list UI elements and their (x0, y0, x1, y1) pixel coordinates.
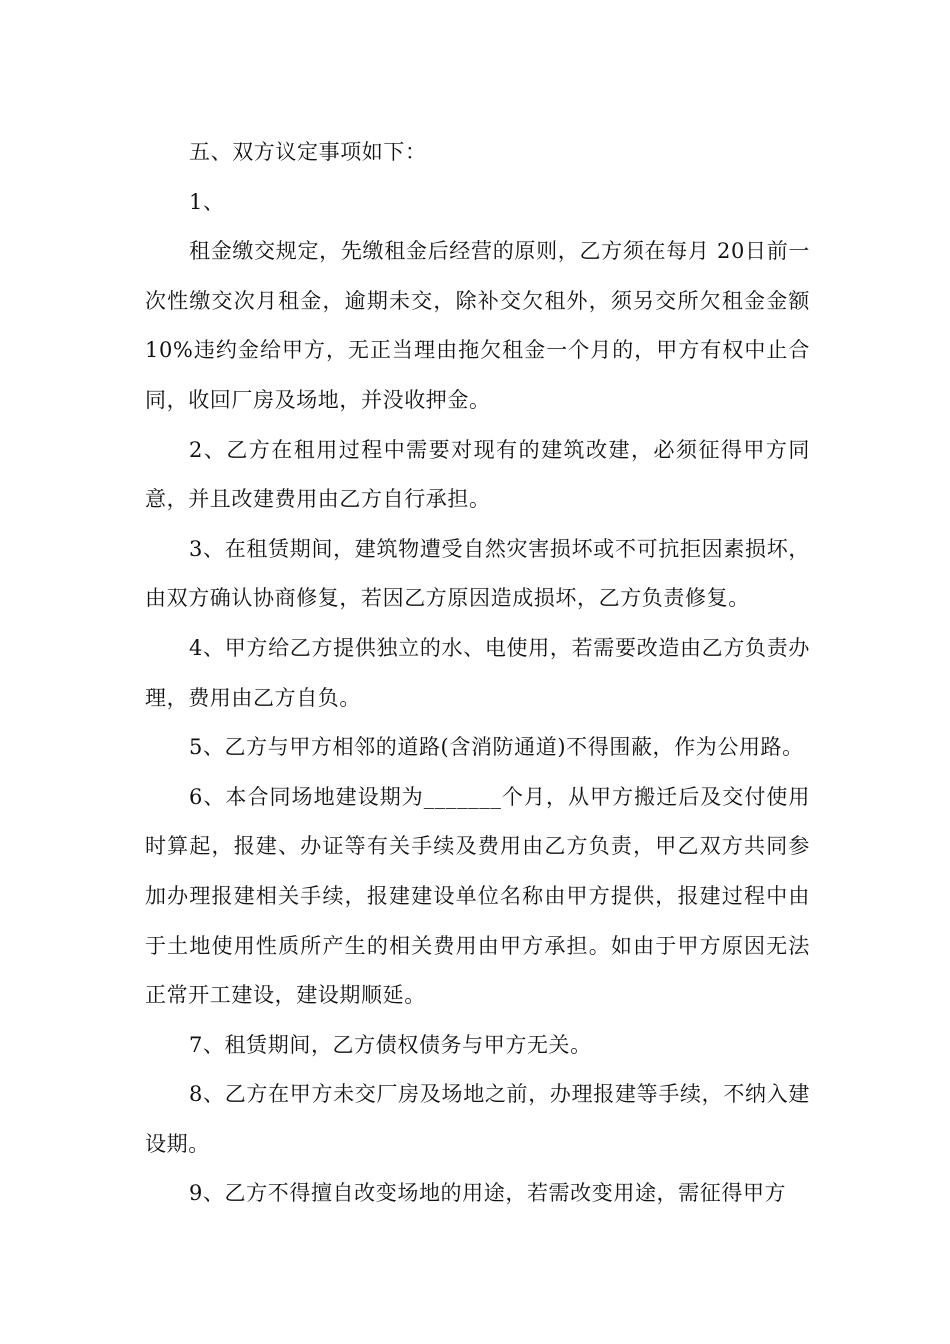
clause-7: 7、租赁期间，乙方债权债务与甲方无关。 (189, 1032, 592, 1057)
clause-2: 2、乙方在租用过程中需要对现有的建筑改建，必须征得甲方同意，并且改建费用由乙方自行承担。 (145, 437, 810, 512)
clause-1-number: 1、 (189, 189, 225, 214)
clause-4: 4、甲方给乙方提供独立的水、电使用，若需要改造由乙方负责办理，费用由乙方自负。 (145, 635, 810, 710)
clause-8: 8、乙方在甲方未交厂房及场地之前，办理报建等手续，不纳入建设期。 (145, 1082, 810, 1156)
clause-5: 5、乙方与甲方相邻的道路(含消防通道)不得围蔽，作为公用路。 (189, 735, 804, 760)
document-body (145, 128, 810, 1219)
clause-1-text: 租金缴交规定，先缴租金后经营的原则，乙方须在每月 20日前一次性缴交次月租金，逾期未交，除补交欠租外，须另交所欠租金金额 10%违约金给甲方，无正当理由拖欠租金一个月的，甲方有权中止合同，收回厂房及场地，并没收押金。 (145, 239, 810, 412)
clause-6: 6、本合同场地建设期为_______个月，从甲方搬迁后及交付使用时算起，报建、办证等有关手续及费用由乙方负责，甲乙双方共同参加办理报建相关手续，报建建设单位名称由甲方提供，报建过程中由于土地使用性质所产生的相关费用由甲方承担。如由于甲方原因无法正常开工建设，建设期顺延。 (145, 784, 810, 1008)
section-heading: 五、双方议定事项如下： (189, 140, 427, 164)
clause-3: 3、在租赁期间，建筑物遭受自然灾害损坏或不可抗拒因素损坏，由双方确认协商修复，若因乙方原因造成损坏，乙方负责修复。 (145, 536, 810, 611)
clause-9: 9、乙方不得擅自改变场地的用途，若需改变用途，需征得甲方 (189, 1181, 787, 1206)
